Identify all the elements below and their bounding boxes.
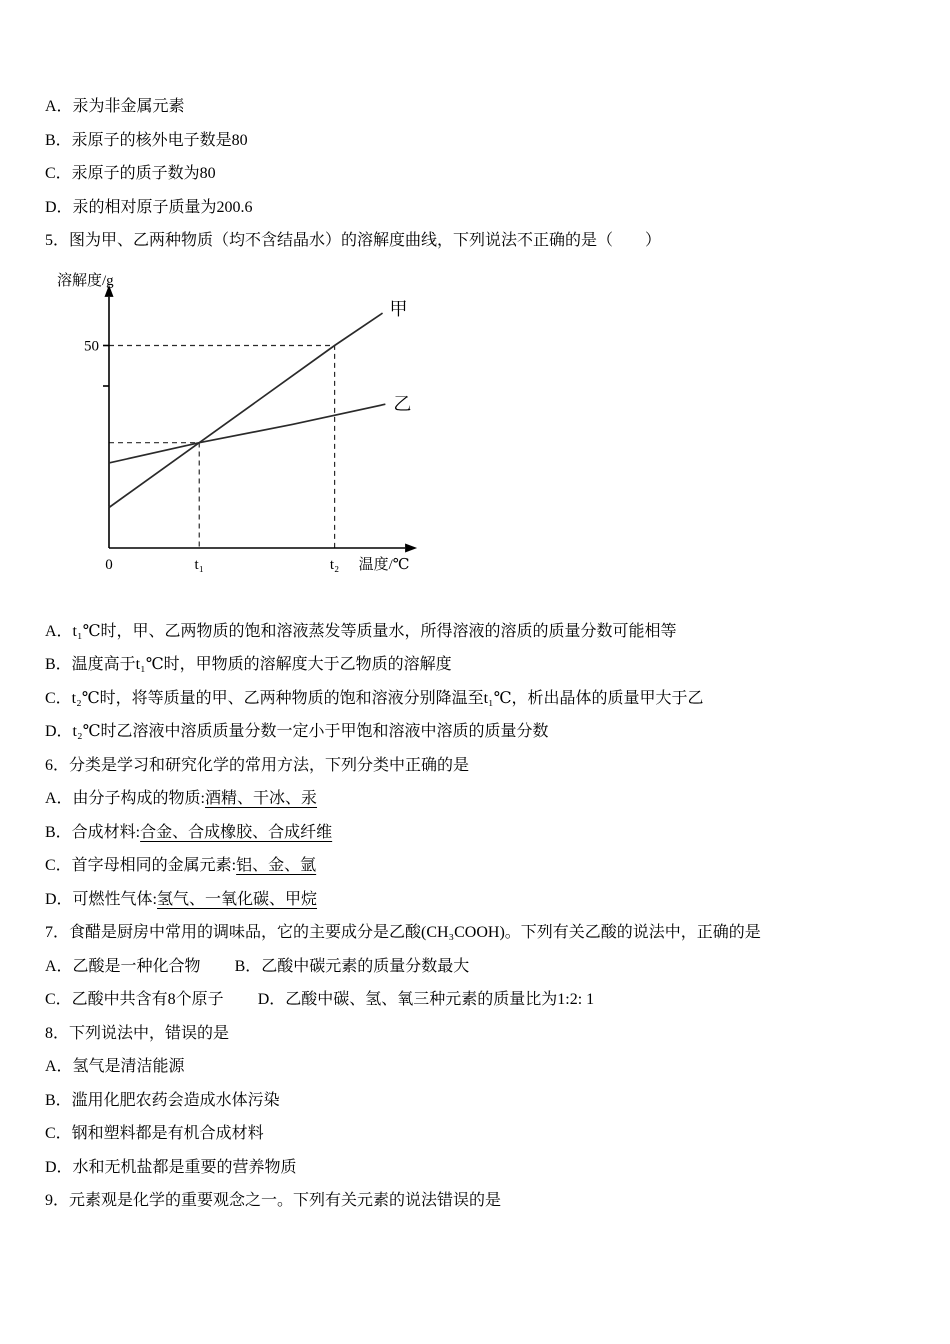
option-text: B．合成材料: <box>45 823 141 841</box>
option-underlined-text: 酒精、干冰、汞 <box>205 790 318 807</box>
option-text: C．乙酸中共含有8个原子 <box>45 991 224 1008</box>
svg-text:50: 50 <box>84 338 99 354</box>
solubility-chart <box>51 270 481 585</box>
q5-stem: 5．图为甲、乙两种物质（均不含结晶水）的溶解度曲线，下列说法不正确的是（ ） <box>45 232 662 249</box>
option-text: B．乙酸中碳元素的质量分数最大 <box>234 957 470 975</box>
q6-stem: 6．分类是学习和研究化学的常用方法，下列分类中正确的是 <box>45 756 470 774</box>
q4-option-b: B．汞原子的核外电子数是80 <box>45 131 248 149</box>
option-text: A．由分子构成的物质: <box>45 790 206 807</box>
solubility-chart-svg <box>51 270 481 585</box>
option-text: D．可燃性气体: <box>45 890 158 908</box>
q8-option-d: D．水和无机盐都是重要的营养物质 <box>45 1158 297 1176</box>
q4-option-a: A．汞为非金属元素 <box>45 98 185 115</box>
q5-option-d: D．t₂℃时乙溶液中溶质质量分数一定小于甲饱和溶液中溶质的质量分数 <box>45 723 549 740</box>
svg-text:乙: 乙 <box>393 393 412 414</box>
q5-option-a: A．t₁℃时，甲、乙两物质的饱和溶液蒸发等质量水，所得溶液的溶质的质量分数可能相等 <box>45 622 677 640</box>
q6-option-d <box>45 883 905 917</box>
svg-text:甲: 甲 <box>389 298 408 319</box>
svg-text:t₁: t₁ <box>194 556 204 573</box>
q6-option-b <box>45 816 905 850</box>
svg-text:0: 0 <box>105 556 113 573</box>
q9-stem: 9．元素观是化学的重要观念之一。下列有关元素的说法错误的是 <box>45 1192 502 1209</box>
svg-text:溶解度/g: 溶解度/g <box>57 272 114 289</box>
q6-option-c <box>45 849 905 883</box>
q6-option-a <box>45 782 905 816</box>
q8-option-c: C．钢和塑料都是有机合成材料 <box>45 1125 264 1142</box>
option-text: D．乙酸中碳、氢、氧三种元素的质量比为1:2: 1 <box>257 991 595 1008</box>
q7-option-row-1 <box>45 950 905 984</box>
q5-option-b: B．温度高于t₁℃时，甲物质的溶解度大于乙物质的溶解度 <box>45 656 452 673</box>
option-underlined-text: 铝、金、氩 <box>236 857 317 874</box>
q8-option-a: A．氢气是清洁能源 <box>45 1058 185 1075</box>
q7-option-row-2 <box>45 983 905 1017</box>
q8-stem: 8．下列说法中，错误的是 <box>45 1024 230 1042</box>
q4-option-c: C．汞原子的质子数为80 <box>45 165 216 182</box>
q8-option-b: B．滥用化肥农药会造成水体污染 <box>45 1091 280 1109</box>
option-underlined-text: 氢气、一氧化碳、甲烷 <box>157 890 318 908</box>
q7-stem: 7．食醋是厨房中常用的调味品，它的主要成分是乙酸(CH₃COOH)。下列有关乙酸的说法中，正确的是 <box>45 924 761 941</box>
q4-option-d: D．汞的相对原子质量为200.6 <box>45 198 253 216</box>
svg-text:t₂: t₂ <box>329 556 340 573</box>
option-text: A．乙酸是一种化合物 <box>45 957 201 975</box>
option-underlined-text: 合金、合成橡胶、合成纤维 <box>140 823 333 841</box>
q5-option-c: C．t₂℃时，将等质量的甲、乙两种物质的饱和溶液分别降温至t₁℃，析出晶体的质量甲大于乙 <box>45 689 704 707</box>
svg-text:温度/℃: 温度/℃ <box>358 556 410 573</box>
option-text: C．首字母相同的金属元素: <box>45 857 237 874</box>
